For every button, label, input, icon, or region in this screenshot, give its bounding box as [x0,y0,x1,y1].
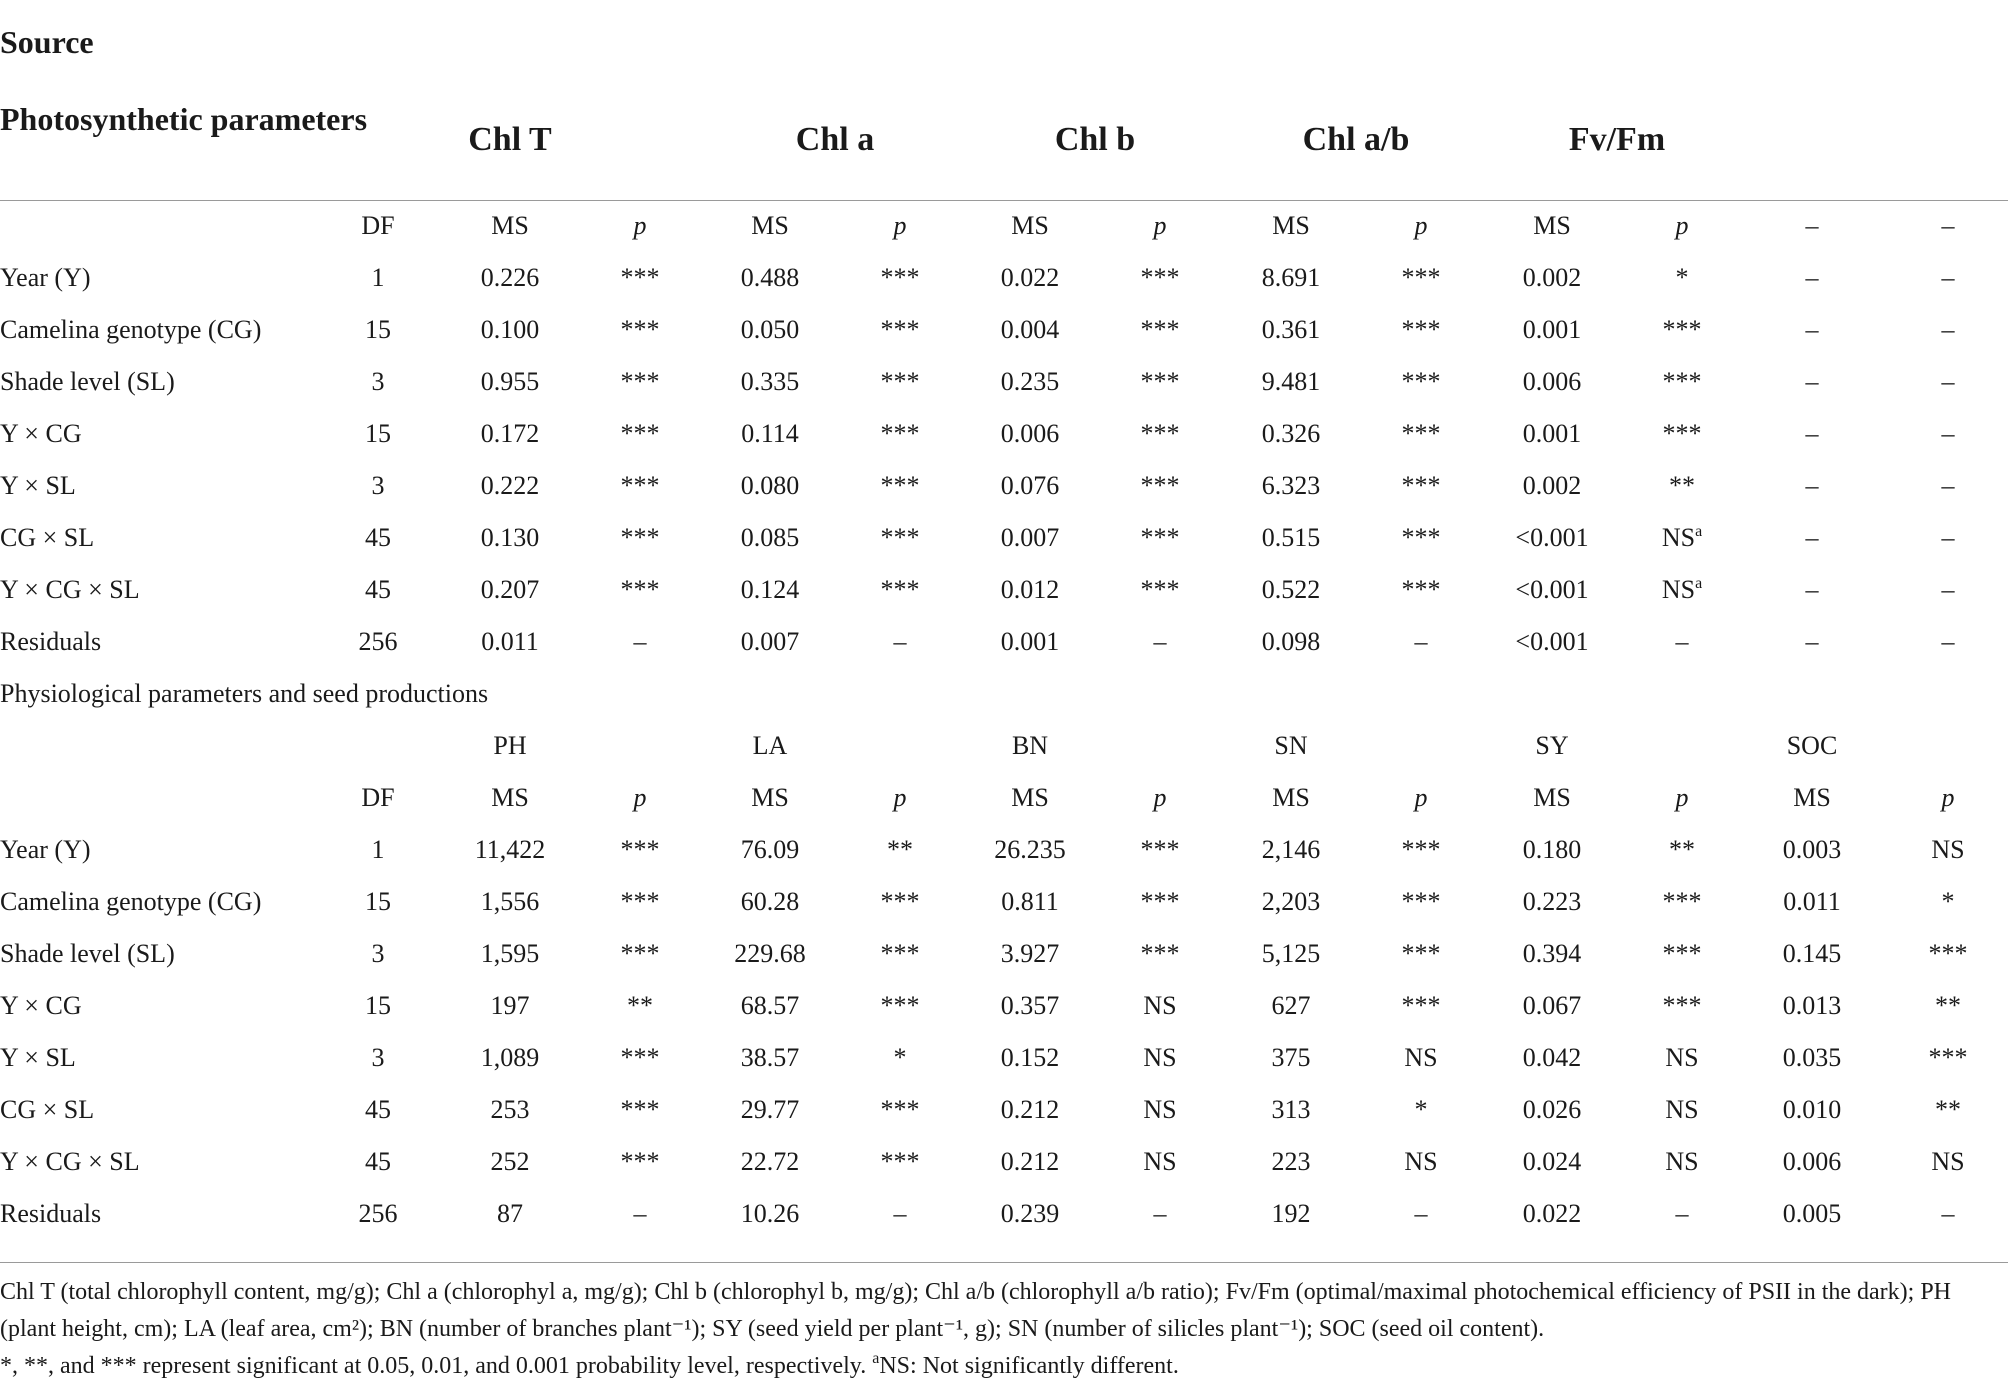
table-cell: 8.691 [1261,263,1321,292]
column-header-p: p [1153,783,1167,812]
table-cell: *** [620,1043,660,1072]
table-cell: *** [620,523,660,552]
table-row [0,1084,2008,1136]
table-cell: 0.394 [1522,939,1582,968]
table-cell: *** [620,1147,660,1176]
column-header: MS [1793,783,1831,812]
table-cell: 0.180 [1522,835,1582,864]
row-label: Y × CG × SL [0,1147,140,1176]
table-cell: ** [1669,835,1695,864]
table-cell: *** [620,419,660,448]
table-cell: NS [1665,1043,1699,1072]
table-cell: – [1805,627,1819,656]
table-row [0,980,2008,1032]
footer-rule [0,1262,2008,1263]
table-cell: – [1805,367,1819,396]
table-cell: 76.09 [740,835,800,864]
group-header-chl-b: Chl b [1054,121,1136,158]
table-cell: 0.098 [1261,627,1321,656]
table-cell: 68.57 [740,991,800,1020]
row-label: Camelina genotype (CG) [0,315,262,344]
table-cell: *** [1401,419,1441,448]
table-cell: 1,089 [480,1043,540,1072]
table-cell: 0.001 [1000,627,1060,656]
table-title: Source [0,24,94,60]
table-cell: – [1941,627,1955,656]
table-row [0,616,2008,668]
table-cell: *** [1401,575,1441,604]
table-cell: 45 [365,523,391,552]
table-cell: 375 [1271,1043,1311,1072]
table-cell: *** [1401,471,1441,500]
column-header-p: p [893,211,907,240]
row-label: Shade level (SL) [0,367,175,396]
table-cell: *** [1140,575,1180,604]
footnote-marker: a [1695,575,1703,592]
table-cell: – [633,627,647,656]
table-cell: NS [1143,991,1177,1020]
table-cell: *** [620,263,660,292]
table-row [0,356,2008,408]
table-cell: 0.114 [741,419,799,448]
table-cell: 87 [497,1199,523,1228]
column-header: MS [1272,783,1310,812]
table-cell: 252 [490,1147,530,1176]
table-cell: – [1941,471,1955,500]
table-cell: 0.003 [1782,835,1842,864]
column-header: MS [1533,783,1571,812]
table-cell: 0.222 [480,471,540,500]
table-cell: *** [880,939,920,968]
table-cell: *** [880,315,920,344]
table-cell: *** [620,471,660,500]
row-label: Residuals [0,1199,102,1228]
table-cell: *** [1662,991,1702,1020]
table-cell: 0.212 [1000,1147,1060,1176]
table-cell: *** [880,471,920,500]
table-cell: *** [1401,991,1441,1020]
table-row [0,304,2008,356]
table-cell: *** [1140,263,1180,292]
table-cell: *** [1140,367,1180,396]
table-cell: *** [620,887,660,916]
table-cell: *** [620,939,660,968]
table-cell: 0.001 [1522,419,1582,448]
table-cell: 0.026 [1522,1095,1582,1124]
table-cell: – [1941,263,1955,292]
table-cell: – [893,1199,907,1228]
photosynthetic-parameters-label: Photosynthetic parameters [0,101,368,137]
table-cell: *** [1401,835,1441,864]
table-cell: 0.004 [1000,315,1060,344]
table-row [0,564,2008,616]
row-label: Y × CG [0,419,82,448]
table-cell: – [1941,575,1955,604]
table-cell: * [1941,887,1955,916]
table-cell: ** [1935,1095,1961,1124]
table-cell: $NS^a$ [1661,575,1703,604]
table-cell: 0.130 [480,523,540,552]
column-header-p: p [1675,211,1689,240]
table-cell: 0.007 [740,627,800,656]
table-cell: 256 [358,627,398,656]
group-header-row-physiological [0,720,2008,772]
table-cell: – [1941,315,1955,344]
group-header-sy: SY [1535,731,1569,760]
column-header-p: p [633,783,647,812]
row-label: Y × SL [0,471,76,500]
group-header-sn: SN [1274,731,1308,760]
table-cell: 197 [490,991,530,1020]
table-cell: 10.26 [740,1199,800,1228]
table-cell: 0.239 [1000,1199,1060,1228]
column-header-p: p [1153,211,1167,240]
table-cell: 0.076 [1000,471,1060,500]
table-cell: 0.006 [1782,1147,1842,1176]
table-cell: 0.011 [1783,887,1841,916]
table-cell: *** [1401,263,1441,292]
table-cell: 0.357 [1000,991,1060,1020]
row-label: CG × SL [0,523,95,552]
column-header-p: p [1675,783,1689,812]
table-cell: *** [620,315,660,344]
subheader-row-physiological [0,772,2008,824]
table-row [0,1136,2008,1188]
table-cell: NS [1143,1147,1177,1176]
table-row [0,824,2008,876]
row-label: Y × CG [0,991,82,1020]
table-cell: 26.235 [994,835,1066,864]
table-cell: 0.522 [1261,575,1321,604]
row-label: Year (Y) [0,835,91,864]
table-cell: *** [1140,315,1180,344]
column-header-p: p [893,783,907,812]
table-row [0,876,2008,928]
column-header: – [1941,211,1955,240]
table-cell: 0.007 [1000,523,1060,552]
table-cell: 0.811 [1001,887,1059,916]
table-cell: – [1153,1199,1167,1228]
section-label-physiological [0,668,2008,720]
table-cell: 0.955 [480,367,540,396]
table-cell: * [893,1043,907,1072]
table-cell: 15 [365,315,391,344]
table-cell: 38.57 [740,1043,800,1072]
table-cell: *** [1140,523,1180,552]
table-cell: 0.022 [1000,263,1060,292]
table-cell: 0.326 [1261,419,1321,448]
table-cell: *** [620,835,660,864]
table-cell: NS [1143,1095,1177,1124]
table-cell: *** [1140,939,1180,968]
footnote-abbreviations: Chl T (total chlorophyll content, mg/g); Chl a (chlorophyl a, mg/g); Chl b (chlorophyl b, mg/g); Chl a/b (chlorophyll a/b ratio); Fv/Fm (optimal/maximal photochemical efficiency of PSII in the dark); PH (plant height, cm); LA (leaf area, cm²); BN (number of branches plant⁻¹); SY (seed yield per plant⁻¹, g); SN (number of silicles plant⁻¹); SOC (seed oil content). [0,1279,1952,1342]
table-cell: 60.28 [740,887,800,916]
column-header: MS [1272,211,1310,240]
group-header-chl-t: Chl T [468,121,552,158]
table-cell: 0.207 [480,575,540,604]
row-label: Y × SL [0,1043,76,1072]
table-cell: 0.085 [740,523,800,552]
table-cell: 0.002 [1522,263,1582,292]
table-cell: *** [620,1095,660,1124]
table-cell: 223 [1271,1147,1311,1176]
row-label: CG × SL [0,1095,95,1124]
table-cell: *** [1401,367,1441,396]
column-header: MS [1011,783,1049,812]
table-cell: – [1941,367,1955,396]
table-row [0,460,2008,512]
table-cell: 0.002 [1522,471,1582,500]
table-cell: 1,595 [480,939,540,968]
table-cell: – [1805,575,1819,604]
table-cell: – [1805,523,1819,552]
table-cell: *** [880,991,920,1020]
table-cell: 3.927 [1000,939,1060,968]
table-cell: 192 [1271,1199,1311,1228]
column-header: MS [491,783,529,812]
table-cell: NS [1143,1043,1177,1072]
subheader-row-photosynthetic [0,200,2008,252]
table-cell: – [1805,263,1819,292]
table-cell: – [893,627,907,656]
table-cell: *** [1662,887,1702,916]
column-header-p: p [1414,211,1428,240]
table-row [0,928,2008,980]
table-cell: 0.011 [481,627,539,656]
physiological-parameters-label: Physiological parameters and seed productions [0,679,489,708]
table-cell: *** [620,367,660,396]
table-cell: 15 [365,887,391,916]
table-cell: ** [627,991,653,1020]
table-cell: – [1153,627,1167,656]
table-cell: – [1805,315,1819,344]
row-label: Residuals [0,627,102,656]
table-cell: *** [1928,1043,1968,1072]
column-header: MS [491,211,529,240]
group-header-soc: SOC [1786,731,1838,760]
table-cell: 45 [365,1095,391,1124]
table-cell: 0.235 [1000,367,1060,396]
row-label: Y × CG × SL [0,575,140,604]
table-cell: 0.050 [740,315,800,344]
column-header: DF [361,783,395,812]
table-cell: 11,422 [474,835,546,864]
table-cell: 0.024 [1522,1147,1582,1176]
table-cell: <0.001 [1515,575,1589,604]
table-cell: 3 [371,367,385,396]
table-cell: – [1941,419,1955,448]
table-cell: *** [1662,315,1702,344]
table-cell: *** [880,523,920,552]
table-cell: NS [1931,835,1965,864]
table-cell: – [1805,471,1819,500]
table-cell: 1 [371,263,385,292]
table-cell: *** [1140,419,1180,448]
group-header-bn: BN [1011,731,1049,760]
table-cell: 229.68 [734,939,806,968]
table-cell: 6.323 [1261,471,1321,500]
table-row [0,252,2008,304]
table-cell: 2,146 [1261,835,1321,864]
table-cell: 0.145 [1782,939,1842,968]
column-header: MS [1011,211,1049,240]
table-cell: 29.77 [740,1095,800,1124]
table-cell: 0.010 [1782,1095,1842,1124]
table-cell: 2,203 [1261,887,1321,916]
row-label: Camelina genotype (CG) [0,887,262,916]
table-cell: 0.042 [1522,1043,1582,1072]
table-cell: *** [880,887,920,916]
table-cell: 0.152 [1000,1043,1060,1072]
table-cell: 0.335 [740,367,800,396]
table-cell: *** [1662,419,1702,448]
group-header-ph: PH [493,731,527,760]
table-cell: *** [1401,523,1441,552]
table-cell: 22.72 [740,1147,800,1176]
table-cell: * [1675,263,1689,292]
table-cell: *** [1662,367,1702,396]
table-cell: *** [880,367,920,396]
table-cell: 0.488 [740,263,800,292]
table-cell: 0.172 [480,419,540,448]
table-cell: 0.100 [480,315,540,344]
table-cell: *** [880,419,920,448]
table-cell: NS [1665,1095,1699,1124]
table-cell: – [1414,627,1428,656]
table-cell: 313 [1271,1095,1311,1124]
photosynthetic-header [0,96,2008,200]
table-cell: *** [1928,939,1968,968]
table-cell: *** [880,1147,920,1176]
table-row [0,1032,2008,1084]
row-label: Shade level (SL) [0,939,175,968]
table-cell: 0.080 [740,471,800,500]
table-cell: 9.481 [1261,367,1321,396]
table-cell: 256 [358,1199,398,1228]
group-header-la: LA [752,731,788,760]
table-cell: *** [1401,939,1441,968]
table-cell: ** [1935,991,1961,1020]
table-cell: 253 [490,1095,530,1124]
column-header: – [1805,211,1819,240]
table-cell: 0.001 [1522,315,1582,344]
table-cell: 3 [371,471,385,500]
table-cell: 0.012 [1000,575,1060,604]
table-cell: $NS^a$ [1661,523,1703,552]
table-cell: 0.515 [1261,523,1321,552]
column-header-p: p [1414,783,1428,812]
table-cell: 0.006 [1000,419,1060,448]
table-cell: – [1675,627,1689,656]
table-cell: *** [1140,887,1180,916]
table-cell: 0.124 [740,575,800,604]
column-header: MS [1533,211,1571,240]
table-cell: 15 [365,419,391,448]
table-cell: 0.022 [1522,1199,1582,1228]
table-cell: 0.035 [1782,1043,1842,1072]
table-cell: 0.005 [1782,1199,1842,1228]
table-cell: 0.006 [1522,367,1582,396]
table-cell: – [1675,1199,1689,1228]
table-cell: ** [887,835,913,864]
table-cell: *** [1401,315,1441,344]
table-cell: 15 [365,991,391,1020]
table-cell: 0.013 [1782,991,1842,1020]
table-cell: 1 [371,835,385,864]
group-header-chl-ab: Chl a/b [1302,121,1410,158]
table-cell: *** [1140,835,1180,864]
table-cell: – [633,1199,647,1228]
table-cell: 0.226 [480,263,540,292]
row-label: Year (Y) [0,263,91,292]
table-cell: – [1805,419,1819,448]
table-cell: 0.212 [1000,1095,1060,1124]
table-cell: 1,556 [480,887,540,916]
table-cell: 0.067 [1522,991,1582,1020]
table-cell: 3 [371,1043,385,1072]
table-cell: NS [1404,1043,1438,1072]
table-cell: *** [1662,939,1702,968]
table-cell: 45 [365,575,391,604]
table-cell: *** [620,575,660,604]
table-cell: ** [1669,471,1695,500]
table-row [0,1188,2008,1240]
table-cell: *** [880,1095,920,1124]
column-header: DF [361,211,395,240]
footnote-marker: a [1695,523,1703,540]
table-cell: *** [880,263,920,292]
table-cell: 45 [365,1147,391,1176]
table-cell: NS [1404,1147,1438,1176]
column-header-p: p [1941,783,1955,812]
table-cell: – [1941,523,1955,552]
column-header-p: p [633,211,647,240]
table-cell: * [1414,1095,1428,1124]
table-cell: 627 [1271,991,1311,1020]
table-cell: 3 [371,939,385,968]
column-header: MS [751,211,789,240]
table-cell: *** [1140,471,1180,500]
footnotes [0,1274,2004,1385]
table-cell: <0.001 [1515,523,1589,552]
table-cell: – [1941,1199,1955,1228]
table-cell: <0.001 [1515,627,1589,656]
table-cell: NS [1665,1147,1699,1176]
table-cell: *** [1401,887,1441,916]
table-cell: NS [1931,1147,1965,1176]
table-cell: – [1414,1199,1428,1228]
table-cell: *** [880,575,920,604]
table-cell: 0.223 [1522,887,1582,916]
group-header-fvfm: Fv/Fm [1568,121,1666,158]
column-header: MS [751,783,789,812]
table-row [0,512,2008,564]
table-cell: 0.361 [1261,315,1321,344]
group-header-chl-a: Chl a [795,121,875,158]
table-row [0,408,2008,460]
table-cell: 5,125 [1261,939,1321,968]
footnote-significance: *, **, and *** represent significant at 0.05, 0.01, and 0.001 probability level, respectively. $^a$NS: Not significantly different. [0,1350,1179,1379]
